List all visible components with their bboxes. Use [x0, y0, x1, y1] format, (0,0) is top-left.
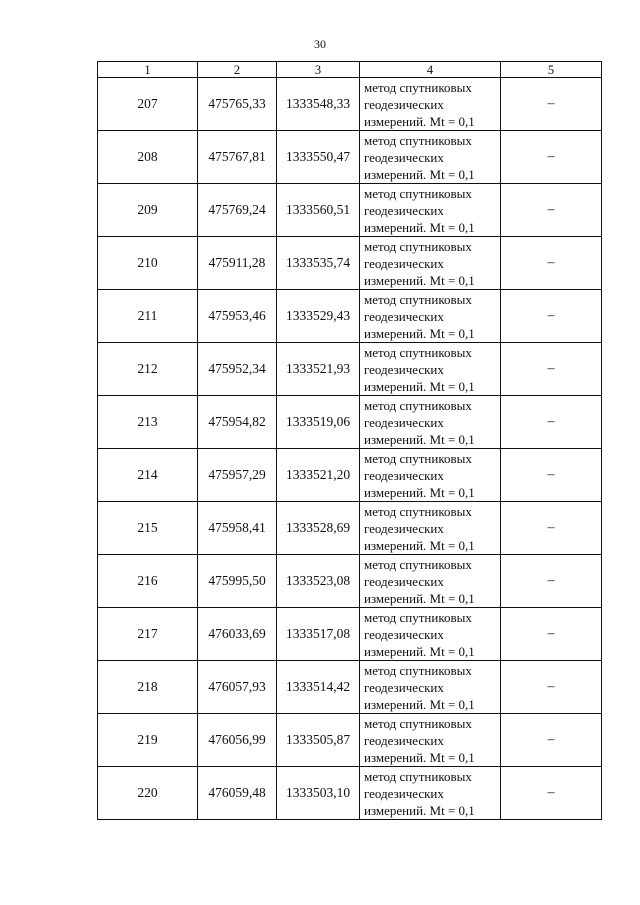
y-coordinate-cell: 1333521,20	[277, 449, 360, 502]
y-coordinate-cell: 1333529,43	[277, 290, 360, 343]
method-cell	[360, 131, 501, 184]
y-coordinate-cell: 1333519,06	[277, 396, 360, 449]
method-cell	[360, 184, 501, 237]
point-number-cell: 215	[98, 502, 198, 555]
column-header-5: 5	[501, 62, 602, 78]
x-coordinate-cell: 475952,34	[198, 343, 277, 396]
table-row	[98, 767, 602, 820]
point-number-cell: 210	[98, 237, 198, 290]
column-header-4: 4	[360, 62, 501, 78]
note-cell: –	[501, 661, 602, 714]
method-line: геодезических	[364, 361, 444, 377]
method-cell	[360, 767, 501, 820]
point-number-cell: 209	[98, 184, 198, 237]
method-line: измерений. Mt = 0,1	[364, 643, 475, 659]
y-coordinate-cell: 1333505,87	[277, 714, 360, 767]
method-line: метод спутниковых	[364, 185, 472, 201]
method-line: измерений. Mt = 0,1	[364, 484, 475, 500]
point-number-cell: 208	[98, 131, 198, 184]
method-cell	[360, 290, 501, 343]
method-cell	[360, 237, 501, 290]
table-row	[98, 449, 602, 502]
method-line: измерений. Mt = 0,1	[364, 378, 475, 394]
note-cell: –	[501, 555, 602, 608]
method-cell	[360, 78, 501, 131]
x-coordinate-cell: 475995,50	[198, 555, 277, 608]
x-coordinate-cell: 475953,46	[198, 290, 277, 343]
x-coordinate-cell: 476057,93	[198, 661, 277, 714]
method-line: измерений. Mt = 0,1	[364, 113, 475, 129]
table-row	[98, 78, 602, 131]
method-line: измерений. Mt = 0,1	[364, 590, 475, 606]
point-number-cell: 213	[98, 396, 198, 449]
column-header-1: 1	[98, 62, 198, 78]
x-coordinate-cell: 475765,33	[198, 78, 277, 131]
table-row	[98, 396, 602, 449]
y-coordinate-cell: 1333514,42	[277, 661, 360, 714]
method-cell	[360, 343, 501, 396]
method-cell	[360, 608, 501, 661]
note-cell: –	[501, 396, 602, 449]
note-cell: –	[501, 502, 602, 555]
method-line: метод спутниковых	[364, 397, 472, 413]
method-line: измерений. Mt = 0,1	[364, 166, 475, 182]
y-coordinate-cell: 1333535,74	[277, 237, 360, 290]
method-line: геодезических	[364, 255, 444, 271]
column-header-2: 2	[198, 62, 277, 78]
y-coordinate-cell: 1333523,08	[277, 555, 360, 608]
method-cell	[360, 449, 501, 502]
method-cell	[360, 502, 501, 555]
method-line: метод спутниковых	[364, 79, 472, 95]
method-line: метод спутниковых	[364, 450, 472, 466]
method-cell	[360, 396, 501, 449]
table-row	[98, 608, 602, 661]
note-cell: –	[501, 449, 602, 502]
x-coordinate-cell: 476056,99	[198, 714, 277, 767]
method-line: геодезических	[364, 520, 444, 536]
note-cell: –	[501, 78, 602, 131]
table-row	[98, 184, 602, 237]
x-coordinate-cell: 475954,82	[198, 396, 277, 449]
method-line: геодезических	[364, 626, 444, 642]
page-number: 30	[314, 37, 326, 51]
method-line: геодезических	[364, 308, 444, 324]
note-cell: –	[501, 343, 602, 396]
table-row	[98, 290, 602, 343]
header-row	[98, 62, 602, 78]
x-coordinate-cell: 475767,81	[198, 131, 277, 184]
note-cell: –	[501, 131, 602, 184]
note-cell: –	[501, 237, 602, 290]
x-coordinate-cell: 475911,28	[198, 237, 277, 290]
table-row	[98, 343, 602, 396]
point-number-cell: 207	[98, 78, 198, 131]
table-body	[98, 62, 602, 820]
method-line: измерений. Mt = 0,1	[364, 431, 475, 447]
method-line: измерений. Mt = 0,1	[364, 696, 475, 712]
x-coordinate-cell: 475958,41	[198, 502, 277, 555]
method-line: метод спутниковых	[364, 238, 472, 254]
method-line: метод спутниковых	[364, 768, 472, 784]
method-line: метод спутниковых	[364, 662, 472, 678]
method-line: метод спутниковых	[364, 503, 472, 519]
x-coordinate-cell: 476033,69	[198, 608, 277, 661]
note-cell: –	[501, 714, 602, 767]
method-line: геодезических	[364, 679, 444, 695]
method-line: измерений. Mt = 0,1	[364, 749, 475, 765]
point-number-cell: 218	[98, 661, 198, 714]
method-line: измерений. Mt = 0,1	[364, 325, 475, 341]
method-line: измерений. Mt = 0,1	[364, 802, 475, 818]
method-line: метод спутниковых	[364, 291, 472, 307]
table-row	[98, 131, 602, 184]
x-coordinate-cell: 475769,24	[198, 184, 277, 237]
table-row	[98, 661, 602, 714]
method-line: геодезических	[364, 202, 444, 218]
y-coordinate-cell: 1333528,69	[277, 502, 360, 555]
point-number-cell: 211	[98, 290, 198, 343]
point-number-cell: 212	[98, 343, 198, 396]
method-cell	[360, 555, 501, 608]
table-row	[98, 714, 602, 767]
point-number-cell: 216	[98, 555, 198, 608]
y-coordinate-cell: 1333517,08	[277, 608, 360, 661]
note-cell: –	[501, 184, 602, 237]
method-line: измерений. Mt = 0,1	[364, 219, 475, 235]
method-line: геодезических	[364, 732, 444, 748]
point-number-cell: 219	[98, 714, 198, 767]
method-line: геодезических	[364, 414, 444, 430]
column-header-3: 3	[277, 62, 360, 78]
method-line: метод спутниковых	[364, 715, 472, 731]
method-line: геодезических	[364, 573, 444, 589]
method-line: измерений. Mt = 0,1	[364, 272, 475, 288]
method-cell	[360, 661, 501, 714]
method-line: метод спутниковых	[364, 556, 472, 572]
table-row	[98, 502, 602, 555]
y-coordinate-cell: 1333521,93	[277, 343, 360, 396]
y-coordinate-cell: 1333560,51	[277, 184, 360, 237]
coordinates-table	[97, 61, 602, 820]
method-line: метод спутниковых	[364, 132, 472, 148]
y-coordinate-cell: 1333550,47	[277, 131, 360, 184]
method-line: геодезических	[364, 149, 444, 165]
note-cell: –	[501, 290, 602, 343]
point-number-cell: 220	[98, 767, 198, 820]
x-coordinate-cell: 476059,48	[198, 767, 277, 820]
table-row	[98, 237, 602, 290]
method-line: геодезических	[364, 785, 444, 801]
method-line: метод спутниковых	[364, 609, 472, 625]
method-cell	[360, 714, 501, 767]
point-number-cell: 217	[98, 608, 198, 661]
method-line: метод спутниковых	[364, 344, 472, 360]
point-number-cell: 214	[98, 449, 198, 502]
note-cell: –	[501, 608, 602, 661]
x-coordinate-cell: 475957,29	[198, 449, 277, 502]
y-coordinate-cell: 1333548,33	[277, 78, 360, 131]
note-cell: –	[501, 767, 602, 820]
method-line: измерений. Mt = 0,1	[364, 537, 475, 553]
y-coordinate-cell: 1333503,10	[277, 767, 360, 820]
table-row	[98, 555, 602, 608]
method-line: геодезических	[364, 96, 444, 112]
method-line: геодезических	[364, 467, 444, 483]
